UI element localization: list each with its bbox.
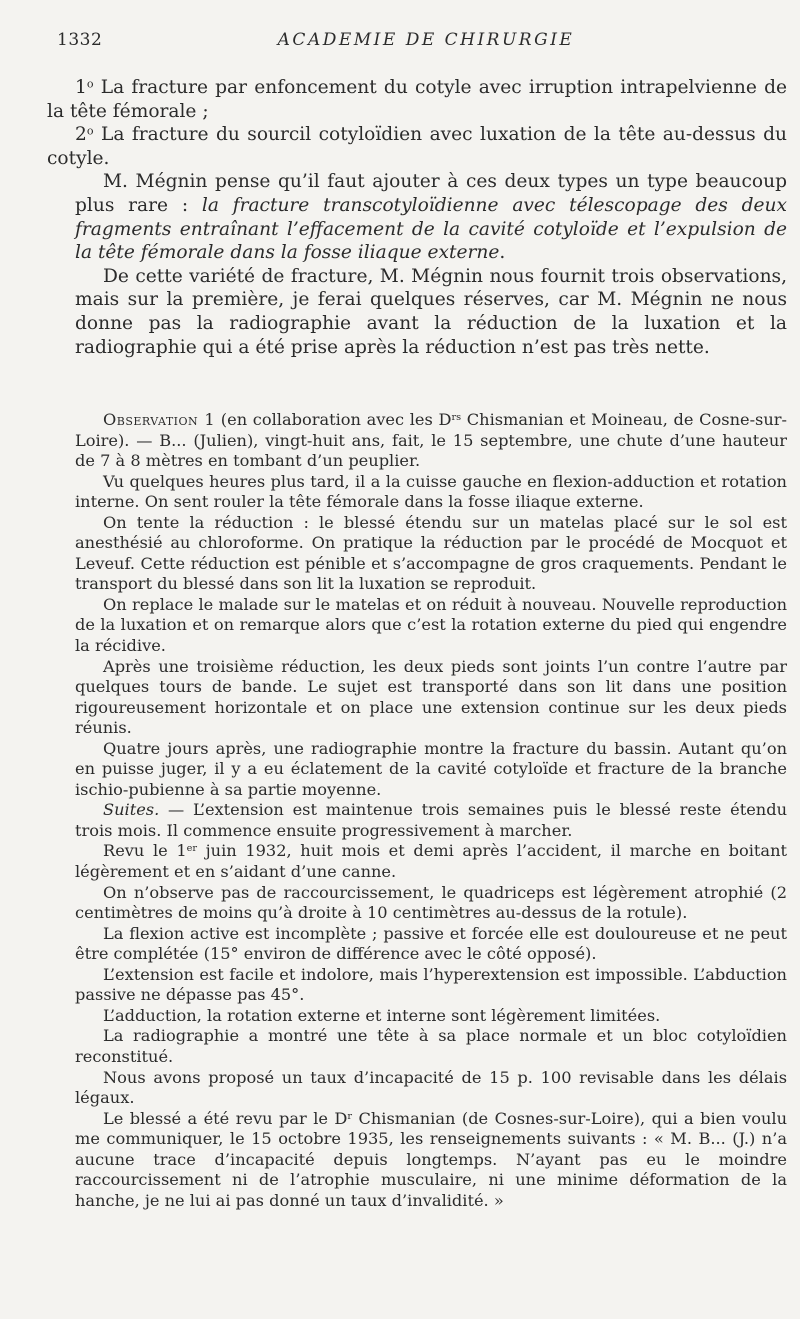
superscript: er bbox=[186, 843, 198, 855]
italic-text: Suites. bbox=[103, 800, 160, 820]
paragraph bbox=[75, 1109, 787, 1212]
text-run: Chismanian (de Cosnes-sur-Loire), qui a bien voulu me communiquer, le 15 octobre 1935, les renseignements suivants : « M. B... (J.) n’a aucune trace d’incapacité depuis longtemps. N’ayant pas eu le moindre raccourcissement ni de l’atrophie musculaire, ni une minime déformation de la hanche, je ne lui ai pas donné un taux d’invalidité. » bbox=[75, 1108, 787, 1210]
text-run: L’extension est facile et indolore, mais l’hyperextension est impossible. L’abduction passive ne dépasse pas 45°. bbox=[75, 964, 787, 1005]
text-run: Nous avons proposé un taux d’incapacité de 15 p. 100 revisable dans les délais légaux. bbox=[75, 1067, 787, 1108]
running-title: ACADEMIE DE CHIRURGIE bbox=[277, 30, 575, 50]
paragraph bbox=[75, 595, 787, 657]
italic-text: la fracture transcotyloïdienne avec télescopage des deux fragments entraînant l’effacement de la cavité cotyloïde et l’expulsion de la tête fémorale dans la fosse iliaque externe bbox=[75, 194, 787, 264]
text-run: — L’extension est maintenue trois semaines puis le blessé reste étendu trois mois. Il commence ensuite progressivement à marcher. bbox=[75, 800, 787, 840]
text-run: (en collaboration avec les D bbox=[215, 410, 452, 429]
observation-section bbox=[75, 410, 787, 1211]
running-header bbox=[57, 30, 795, 58]
text-run: Vu quelques heures plus tard, il a la cuisse gauche en flexion-adduction et rotation interne. On sent rouler la tête fémorale dans la fosse iliaque externe. bbox=[75, 471, 787, 512]
paragraph bbox=[75, 924, 787, 965]
text-run: Revu le 1 bbox=[103, 841, 187, 861]
paragraph bbox=[75, 739, 787, 801]
page-number: 1332 bbox=[57, 30, 103, 50]
superscript: o bbox=[86, 124, 94, 138]
paragraph bbox=[75, 1006, 787, 1027]
text-run: La flexion active est incomplète ; passive et forcée elle est douloureuse et ne peut être complétée (15° environ de différence avec le côté opposé). bbox=[75, 923, 787, 964]
text-run: Le blessé a été revu par le D bbox=[103, 1108, 348, 1128]
text-run: On n’observe pas de raccourcissement, le quadriceps est légèrement atrophié (2 centimètres de moins qu’à droite à 10 centimètres au-dessus de la rotule). bbox=[75, 882, 787, 923]
text-run: De cette variété de fracture, M. Mégnin nous fournit trois observations, mais sur la première, je ferai quelques réserves, car M. Mégnin ne nous donne pas la radiographie avant la réduction de la luxation et la radiographie qui a été prise après la réduction n’est pas très nette. bbox=[75, 265, 787, 358]
paragraph bbox=[75, 472, 787, 513]
superscript: o bbox=[86, 77, 94, 91]
paragraph bbox=[75, 965, 787, 1006]
text-run: 2 bbox=[75, 124, 87, 146]
superscript: rs bbox=[451, 412, 462, 424]
text-run: On tente la réduction : le blessé étendu sur un matelas placé sur le sol est anesthésié au chloroforme. On pratique la réduction par le procédé de Mocquot et Leveuf. Cette réduction est pénible et s’accompagne de gros craquements. Pendant le transport du blessé dans son lit la luxation se reproduit. bbox=[75, 512, 787, 594]
text-run: M. Mégnin pense qu’il faut ajouter à ces deux types un type beaucoup plus rare : bbox=[75, 171, 787, 216]
text-run: Chismanian et Moineau, de Cosne-sur-Loire). — B... (Julien), vingt-huit ans, fait, le 15 septembre, une chute d’une hauteur de 7 à 8 mètres en tombant d’un peuplier. bbox=[75, 410, 788, 471]
text-run: La fracture du sourcil cotyloïdien avec luxation de la tête au-dessus du cotyle. bbox=[47, 124, 787, 169]
intro-section bbox=[47, 76, 787, 359]
paragraph bbox=[47, 123, 787, 170]
paragraph bbox=[75, 170, 787, 264]
paragraph bbox=[75, 513, 787, 595]
superscript: r bbox=[347, 1110, 353, 1122]
observation-heading: Observation 1 bbox=[103, 410, 216, 429]
text-run: juin 1932, huit mois et demi après l’accident, il marche en boitant légèrement et en s’aidant d’une canne. bbox=[75, 841, 788, 882]
text-run: L’adduction, la rotation externe et interne sont légèrement limitées. bbox=[103, 1005, 661, 1025]
paragraph bbox=[75, 1068, 787, 1109]
paragraph bbox=[75, 883, 787, 924]
text-run: 1 bbox=[75, 77, 87, 98]
text-run: La fracture par enfoncement du cotyle avec irruption intrapelvienne de la tête fémorale ; bbox=[47, 77, 787, 122]
paragraph bbox=[75, 1026, 787, 1067]
paragraph bbox=[75, 657, 787, 739]
text-run: Après une troisième réduction, les deux pieds sont joints l’un contre l’autre par quelques tours de bande. Le sujet est transporté dans son lit dans une position rigoureusement horizontale et on place une extension continue sur les deux pieds réunis. bbox=[75, 656, 787, 738]
paragraph bbox=[75, 265, 787, 359]
text-run: On replace le malade sur le matelas et on réduit à nouveau. Nouvelle reproduction de la luxation et on remarque alors que c’est la rotation externe du pied qui engendre la récidive. bbox=[75, 594, 787, 656]
text-run: La radiographie a montré une tête à sa place normale et un bloc cotyloïdien reconstitué. bbox=[75, 1026, 787, 1066]
paragraph bbox=[75, 410, 787, 472]
paragraph bbox=[47, 76, 787, 123]
paragraph bbox=[75, 841, 787, 882]
paragraph bbox=[75, 800, 787, 841]
text-run: . bbox=[499, 242, 506, 264]
text-run: Quatre jours après, une radiographie montre la fracture du bassin. Autant qu’on en puisse juger, il y a eu éclatement de la cavité cotyloïde et fracture de la branche ischio-pubienne à sa partie moyenne. bbox=[75, 738, 787, 799]
